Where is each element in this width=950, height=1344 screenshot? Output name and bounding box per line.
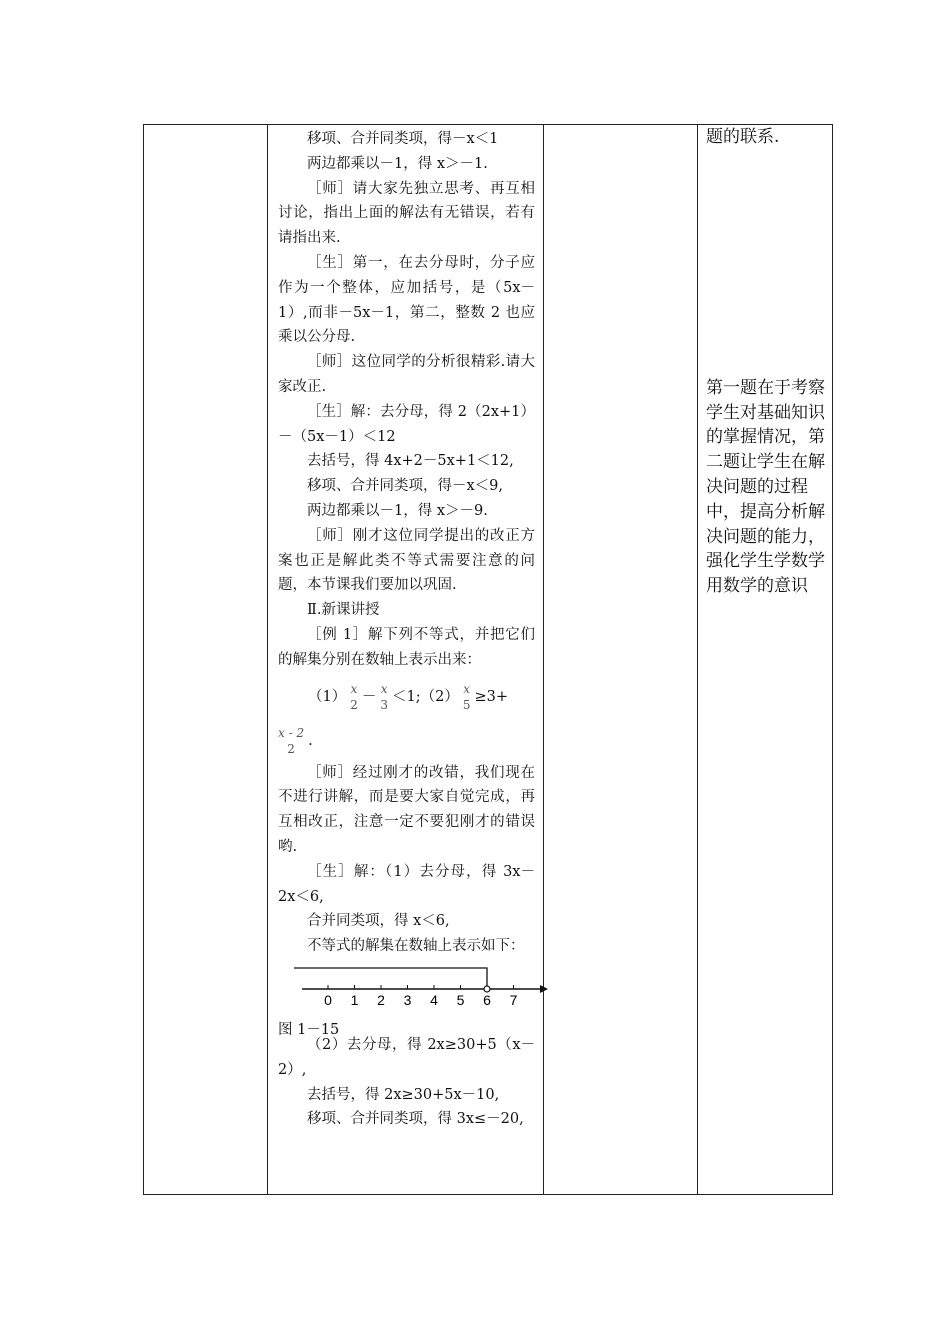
empty-cell-left (144, 125, 268, 1195)
example-1-formula-cont (278, 721, 535, 761)
line-6: ［生］解：去分母，得 2（2x+1）－（5x－1）＜12 (278, 403, 535, 445)
line-9: 两边都乘以－1，得 x＞－9. (307, 502, 488, 519)
line-2: 两边都乘以－1，得 x＞－1. (307, 155, 488, 172)
tick-label: 0 (324, 991, 332, 1008)
formula-part: （1） (308, 688, 347, 705)
table-row (144, 125, 833, 1195)
figure-caption: 图 1－15 (278, 1021, 340, 1038)
tick-label: 3 (403, 991, 412, 1008)
formula-part: . (308, 732, 313, 749)
remark-cell (698, 125, 833, 1195)
lesson-content-cell (268, 125, 544, 1195)
open-point-marker (484, 986, 490, 992)
line-20: （2）去分母，得 2x≥30+5（x－2）, (278, 1036, 535, 1078)
tick-label: 5 (456, 991, 465, 1008)
fraction-x-minus-2-over-2: x - 2 2 (278, 725, 305, 756)
formula-part: ＜1;（2） (392, 688, 459, 705)
arrow-icon (540, 985, 548, 993)
lesson-content (268, 125, 543, 1132)
line-3: ［师］请大家先独立思考、再互相讨论，指出上面的解法有无错误，若有请指出来. (278, 180, 535, 247)
line-18: 不等式的解集在数轴上表示如下： (307, 938, 525, 955)
fraction-x-over-5: x 5 (462, 681, 471, 712)
example-1: ［例 1］解下列不等式，并把它们的解集分别在数轴上表示出来： (278, 626, 535, 668)
line-7: 去括号，得 4x+2－5x+1＜12, (307, 453, 514, 470)
line-4: ［生］第一，在去分母时，分子应作为一个整体，应加括号，是（5x－1）,而非－5x－1，第二，整数 2 也应乘以公分母. (278, 254, 535, 346)
line-16: ［生］解：（1）去分母，得 3x－2x＜6, (278, 863, 535, 905)
line-10: ［师］刚才这位同学提出的改正方案也正是解此类不等式需要注意的问题，本节课我们要加以巩固. (278, 527, 535, 594)
tick-label: 2 (377, 991, 385, 1008)
tick-label: 4 (430, 991, 438, 1008)
line-21: 去括号，得 2x≥30+5x－10, (307, 1086, 500, 1103)
tick-label: 6 (483, 991, 491, 1008)
fraction-x-over-2: x 2 (350, 681, 358, 712)
line-17: 合并同类项，得 x＜6, (307, 913, 450, 930)
remark-main: 第一题在于考察学生对基础知识的掌握情况，第二题让学生在解决问题的过程中，提高分析解决问题的能力，强化学生学数学用数学的意识 (706, 377, 825, 597)
fraction-x-over-3: x 3 (380, 681, 389, 712)
solution-set-line (294, 968, 487, 989)
line-1: 移项、合并同类项，得－x＜1 (307, 131, 499, 147)
line-5: ［师］这位同学的分析很精彩.请大家改正. (278, 354, 535, 395)
remark-top: 题的联系. (706, 127, 780, 147)
line-8: 移项、合并同类项，得－x＜9, (307, 478, 504, 495)
number-line-figure (278, 965, 535, 1038)
empty-cell-middle (544, 125, 698, 1195)
line-15: ［师］经过刚才的改错，我们现在不进行讲解，而是要大家自觉完成，再互相改正，注意一定不要犯刚才的错误哟. (278, 764, 535, 855)
remark-content (698, 125, 832, 599)
line-22: 移项、合并同类项，得 3x≤－20, (307, 1111, 524, 1128)
formula-part: － (361, 688, 377, 705)
formula-part: ≥3+ (474, 688, 509, 705)
number-line (278, 965, 548, 1009)
tick-label: 1 (350, 991, 359, 1008)
section-heading: Ⅱ.新课讲授 (307, 602, 380, 619)
example-1-formula (278, 673, 535, 721)
lesson-table (143, 124, 833, 1195)
tick-label: 7 (509, 991, 518, 1008)
